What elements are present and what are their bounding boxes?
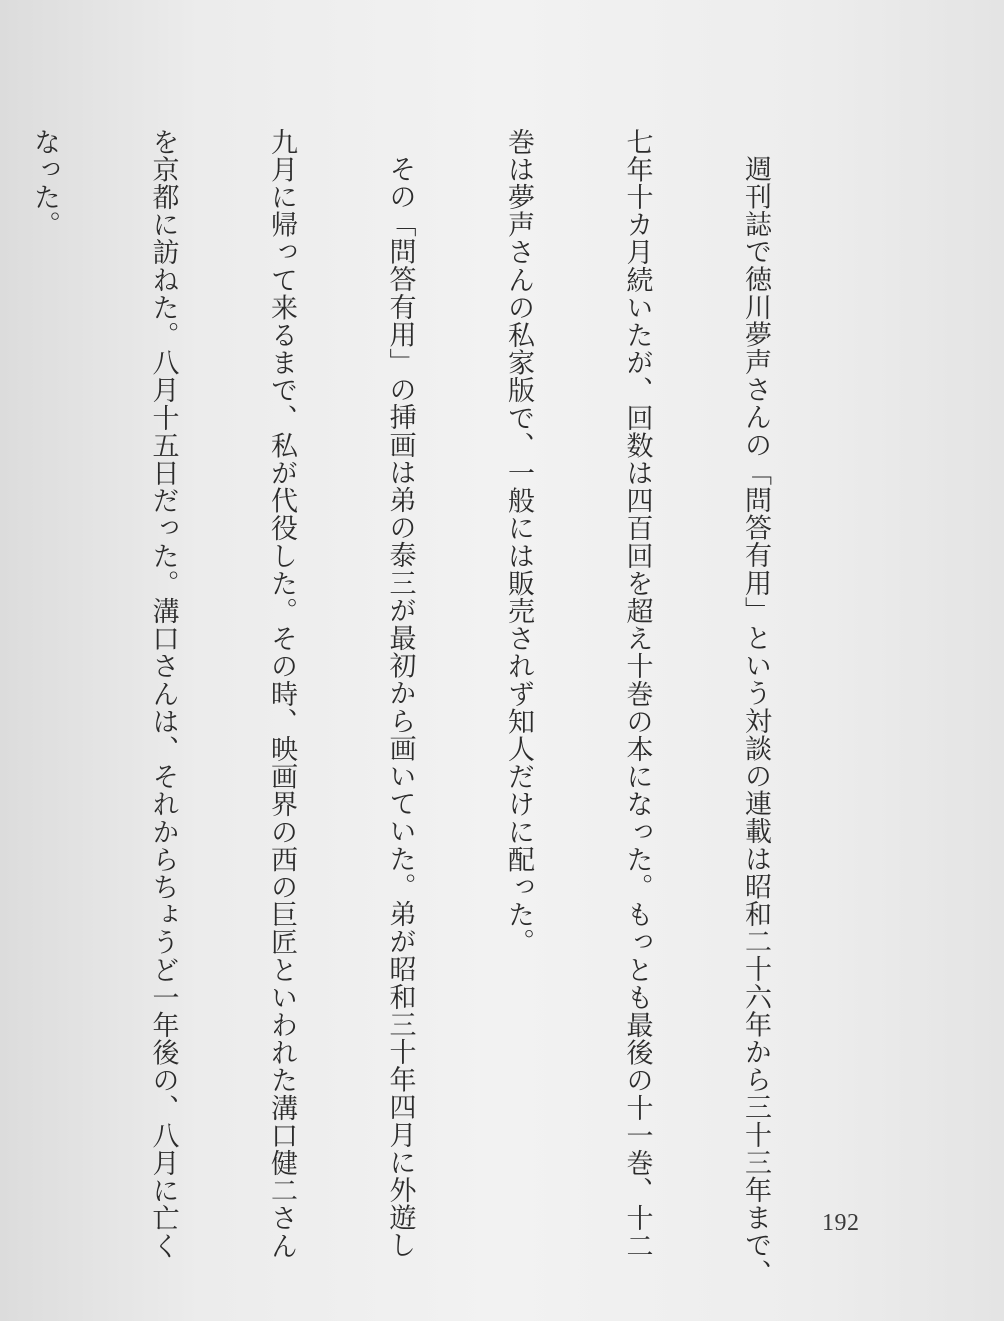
text-line-6: を京都に訪ねた。八月十五日だった。溝口さんは、それからちょうど一年後の、八月に亡く [147, 128, 179, 1260]
text-line-7: なった。 [29, 128, 60, 239]
text-line-3: 巻は夢声さんの私家版で、一般には販売されず知人だけに配った。 [503, 128, 534, 956]
text-line-2: 七年十カ月続いたが、回数は四百回を超え十巻の本になった。もっとも最後の十一巻、十二 [621, 128, 653, 1260]
page-number: 192 [822, 1210, 860, 1236]
text-line-5: 九月に帰って来るまで、私が代役した。その時、映画界の西の巨匠といわれた溝口健二さん [266, 128, 297, 1260]
text-line-1: 週刊誌で徳川夢声さんの「問答有用」という対談の連載は昭和二十六年から三十三年まで、 [740, 155, 771, 1287]
text-line-4: その「問答有用」の挿画は弟の泰三が最初から画いていた。弟が昭和三十年四月に外遊し [384, 155, 416, 1259]
